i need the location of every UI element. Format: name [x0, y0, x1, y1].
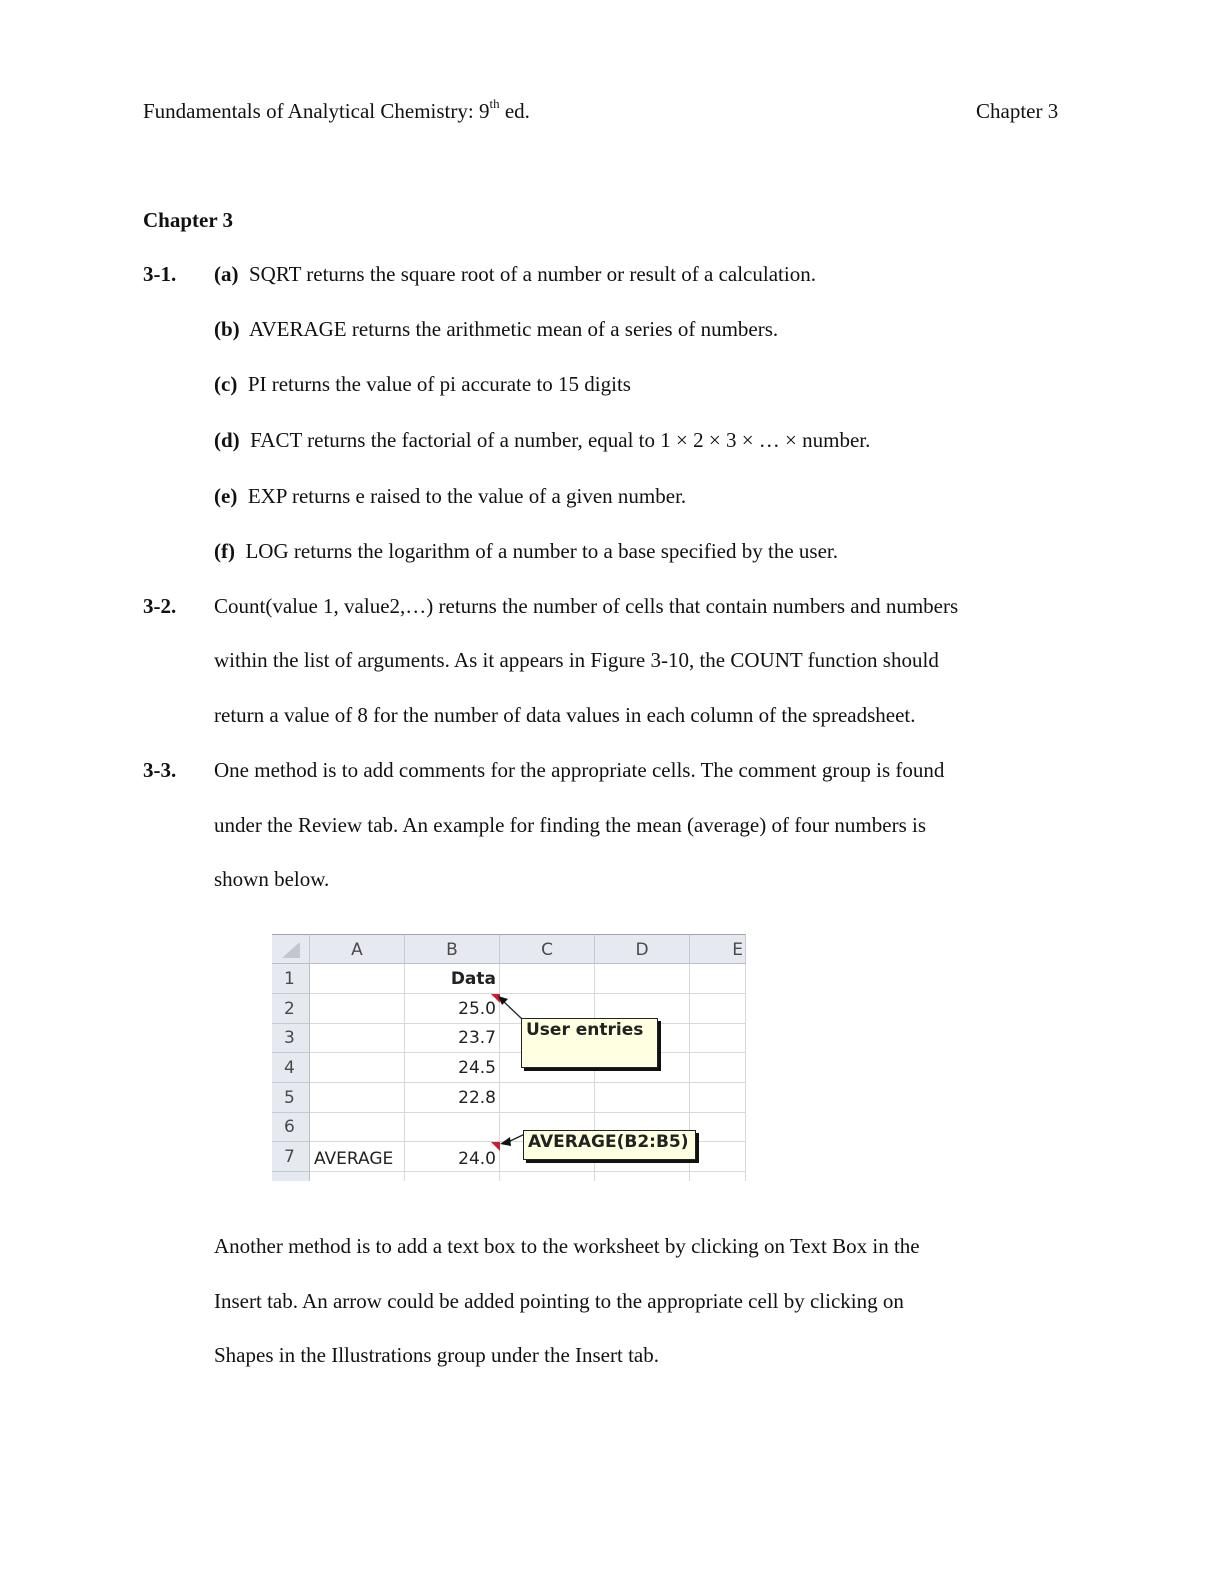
problem-number-3-2: 3-2.	[143, 594, 177, 618]
part-c: (c) PI returns the value of pi accurate to 15 digits	[214, 372, 631, 396]
paragraph-line: Count(value 1, value2,…) returns the number of cells that contain numbers and numbers	[214, 594, 959, 618]
problem-number-3-1: 3-1.	[143, 262, 177, 286]
chapter-heading: Chapter 3	[143, 208, 234, 232]
row-header-6: 6	[272, 1113, 310, 1142]
part-d: (d) FACT returns the factorial of a number, equal to 1 × 2 × 3 × … × number.	[214, 428, 871, 452]
row-header-1: 1	[272, 964, 310, 994]
part-b: (b) AVERAGE returns the arithmetic mean of a series of numbers.	[214, 317, 779, 341]
edition-superscript: th	[489, 96, 500, 111]
paragraph-line: Shapes in the Illustrations group under the Insert tab.	[214, 1343, 659, 1367]
cell-b5: 22.8	[405, 1083, 500, 1113]
paragraph-line: Insert tab. An arrow could be added pointing to the appropriate cell by clicking on	[214, 1289, 904, 1313]
column-header-c: C	[500, 934, 595, 964]
part-f: (f) LOG returns the logarithm of a number to a base specified by the user.	[214, 539, 838, 563]
cell-b2: 25.0	[405, 994, 500, 1024]
paragraph-line: under the Review tab. An example for finding the mean (average) of four numbers is	[214, 813, 927, 837]
arrow-line-user-entries	[502, 1000, 522, 1019]
problem-number-3-3: 3-3.	[143, 758, 177, 782]
cell-b7: 24.0	[405, 1142, 500, 1172]
row-header-5: 5	[272, 1083, 310, 1113]
cell-b4: 24.5	[405, 1053, 500, 1083]
column-header-b: B	[405, 934, 500, 964]
book-title-header: Fundamentals of Analytical Chemistry: 9th ed.	[143, 96, 530, 123]
comment-box-average-formula: AVERAGE(B2:B5)	[523, 1130, 696, 1160]
row-header-3: 3	[272, 1024, 310, 1053]
paragraph-line: within the list of arguments. As it appears in Figure 3-10, the COUNT function should	[214, 648, 939, 672]
row-header-2: 2	[272, 994, 310, 1024]
paragraph-line: One method is to add comments for the appropriate cells. The comment group is found	[214, 758, 945, 782]
paragraph-line: Another method is to add a text box to the worksheet by clicking on Text Box in the	[214, 1234, 920, 1258]
column-header-e: E	[690, 934, 746, 964]
cell-a7: AVERAGE	[310, 1142, 405, 1172]
column-header-d: D	[595, 934, 690, 964]
arrow-head-average	[500, 1137, 511, 1146]
chapter-header: Chapter 3	[976, 99, 1059, 123]
paragraph-line: shown below.	[214, 867, 330, 891]
part-a: (a) SQRT returns the square root of a number or result of a calculation.	[214, 262, 816, 286]
part-e: (e) EXP returns e raised to the value of a given number.	[214, 484, 687, 508]
row-header-7: 7	[272, 1142, 310, 1172]
column-header-a: A	[310, 934, 405, 964]
paragraph-line: return a value of 8 for the number of data values in each column of the spreadsheet.	[214, 703, 916, 727]
cell-b1: Data	[405, 964, 500, 994]
row-header-4: 4	[272, 1053, 310, 1083]
comment-box-user-entries: User entries	[521, 1018, 658, 1068]
spreadsheet-figure	[272, 934, 746, 1181]
cell-b3: 23.7	[405, 1024, 500, 1053]
